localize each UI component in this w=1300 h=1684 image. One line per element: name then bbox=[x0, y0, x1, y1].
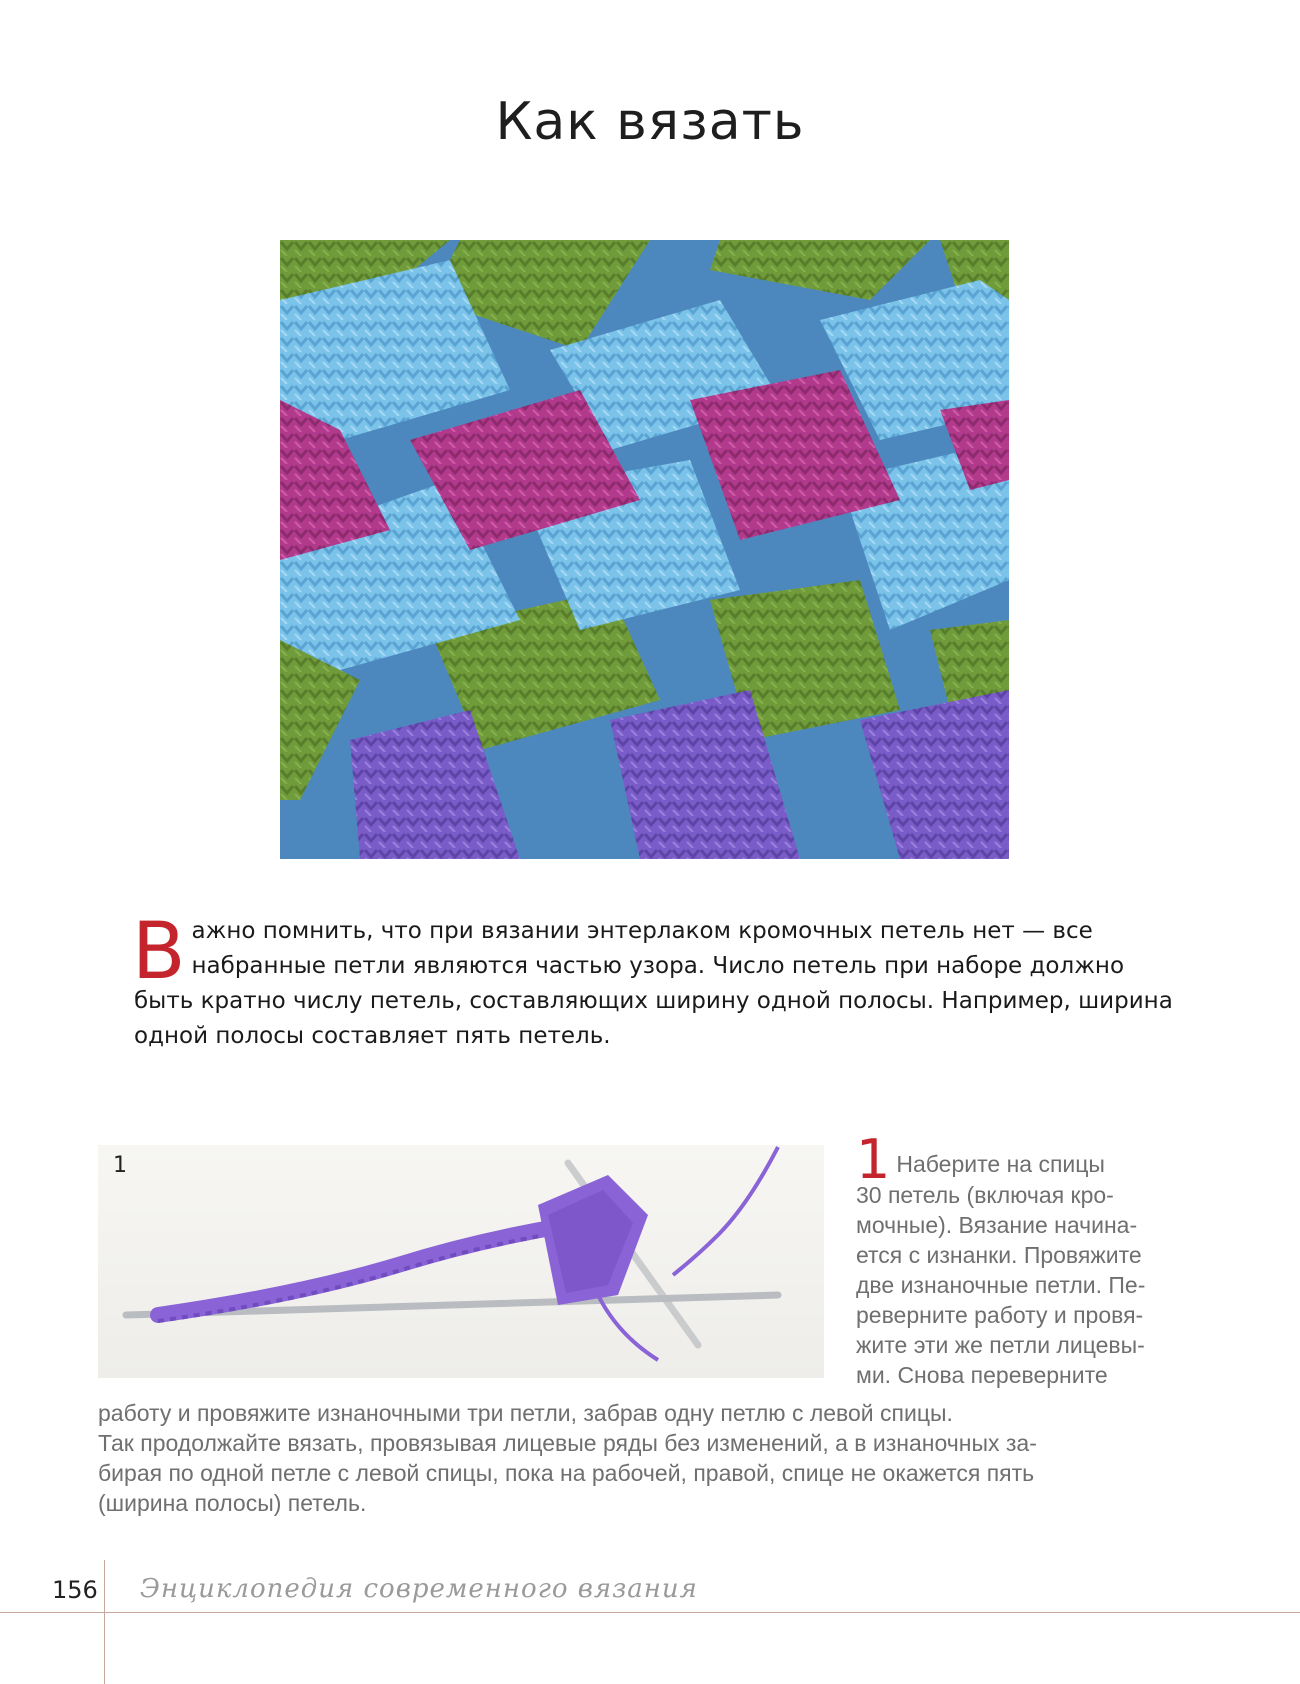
step-number: 1 bbox=[856, 1128, 891, 1191]
step-line: две изнаночные петли. Пе- bbox=[856, 1272, 1146, 1298]
step-line: ми. Снова переверните bbox=[856, 1362, 1108, 1388]
step-line: 30 петель (включая кро- bbox=[856, 1182, 1114, 1208]
entrelac-swatch-photo bbox=[280, 240, 1009, 859]
step-1-instructions bbox=[856, 1128, 1206, 1390]
photo-number-label: 1 bbox=[113, 1153, 127, 1178]
intro-text: ажно помнить, что при вязании энтерлаком кромочных петель нет — все набранные петли являются частью узора. Число петель при наборе должно быть кратно числу петель, составляющих ширину одной полосы. Например, ширина одной полосы составляет пять петель. bbox=[134, 918, 1173, 1049]
knitting-needle-cast-on-illustration bbox=[98, 1145, 824, 1378]
step-line: работу и провяжите изнаночными три петли, забрав одну петлю с левой спицы. bbox=[98, 1400, 953, 1426]
running-title: Энциклопедия современного вязания bbox=[140, 1574, 698, 1604]
drop-cap: В bbox=[132, 907, 186, 997]
step-line: реверните работу и провя- bbox=[856, 1302, 1144, 1328]
step-line: ется с изнанки. Провяжите bbox=[856, 1242, 1142, 1268]
step-line: (ширина полосы) петель. bbox=[98, 1490, 367, 1516]
footer-vertical-divider bbox=[104, 1560, 105, 1684]
step-1-continuation bbox=[98, 1398, 1208, 1518]
step-line: бирая по одной петле с левой спицы, пока на рабочей, правой, спице не окажется пять bbox=[98, 1460, 1035, 1486]
step-line: Наберите на спицы bbox=[896, 1151, 1105, 1177]
step-1-photo bbox=[98, 1145, 824, 1378]
intro-paragraph bbox=[132, 907, 1174, 1054]
knit-swatch-illustration bbox=[280, 240, 1009, 859]
page-number: 156 bbox=[52, 1576, 98, 1604]
step-line: мочные). Вязание начина- bbox=[856, 1212, 1138, 1238]
footer-divider bbox=[0, 1612, 1300, 1613]
step-line: жите эти же петли лицевы- bbox=[856, 1332, 1145, 1358]
page-title: Как вязать bbox=[495, 92, 805, 152]
step-line: Так продолжайте вязать, провязывая лицевые ряды без изменений, а в изнаночных за- bbox=[98, 1430, 1037, 1456]
